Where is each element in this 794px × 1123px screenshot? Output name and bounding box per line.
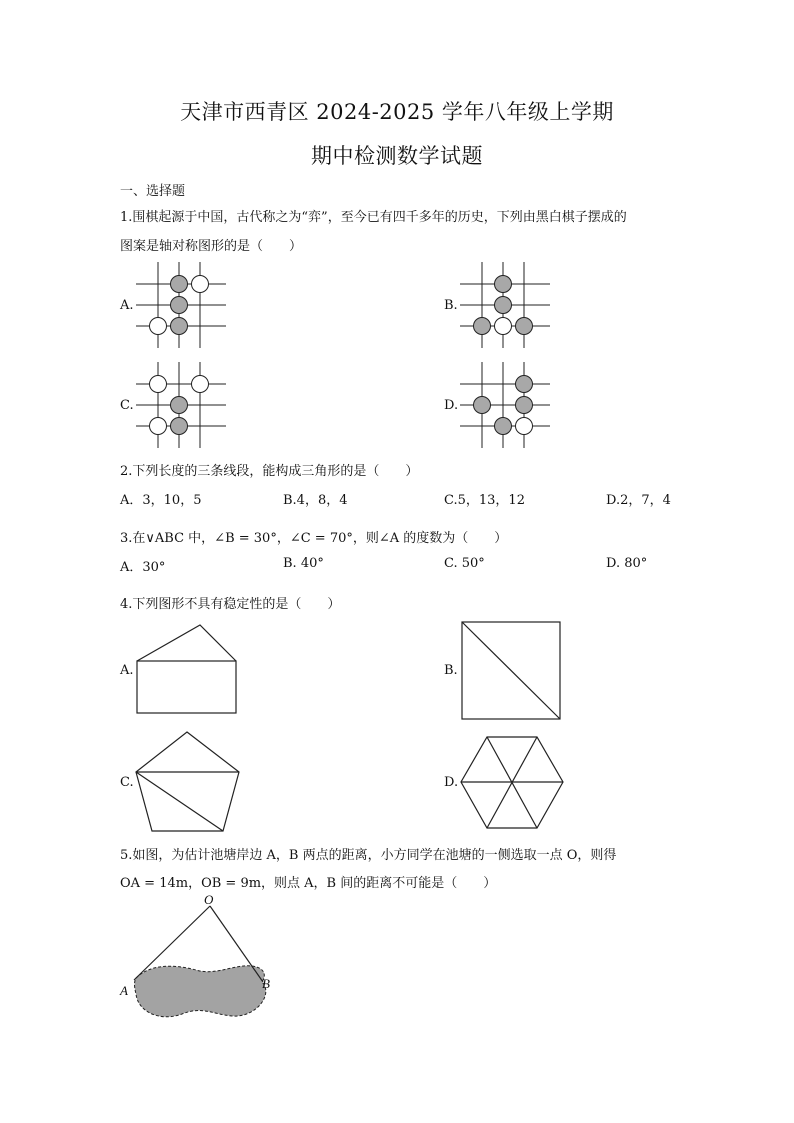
pond-shape — [135, 966, 266, 1017]
q3-option-c: C. 50° — [444, 556, 485, 571]
q1-option-c-label: C. — [120, 398, 134, 413]
shape-square-diagonal — [459, 619, 563, 723]
q1-option-b-label: B. — [444, 298, 458, 313]
go-pattern-b — [460, 262, 550, 348]
q3-option-d: D. 80° — [606, 556, 648, 571]
q4-option-a-label: A. — [120, 663, 134, 678]
question-2-stem: 2.下列长度的三条线段，能构成三角形的是（ ） — [120, 464, 419, 479]
shape-house — [134, 622, 240, 716]
question-5-line-1: 5.如图，为估计池塘岸边 A，B 两点的距离，小方同学在池塘的一侧选取一点 O，则得 — [120, 848, 617, 863]
q3-option-a: A．30° — [120, 560, 166, 575]
q2-option-a: A．3，10，5 — [120, 493, 202, 508]
q2-option-c: C.5，13，12 — [444, 493, 525, 508]
shape-pentagon-triangulated — [133, 729, 243, 835]
q2-option-d: D.2，7，4 — [606, 493, 671, 508]
label-o: O — [204, 894, 214, 907]
q1-option-d-label: D. — [444, 398, 459, 413]
pond-diagram — [116, 894, 286, 1026]
question-1-line-1: 1.围棋起源于中国，古代称之为“弈”，至今已有四千多年的历史，下列由黑白棋子摆成的 — [120, 210, 627, 225]
title-line-2: 期中检测数学试题 — [311, 144, 483, 168]
question-1-line-2: 图案是轴对称图形的是（ ） — [120, 239, 303, 254]
go-pattern-c — [136, 362, 226, 448]
shape-hexagon-triangulated — [457, 734, 567, 832]
go-pattern-d — [460, 362, 550, 448]
q4-option-b-label: B. — [444, 663, 458, 678]
q1-option-a-label: A. — [120, 298, 134, 313]
question-5-line-2: OA = 14m，OB = 9m，则点 A，B 间的距离不可能是（ ） — [120, 876, 497, 891]
q3-option-b: B. 40° — [283, 556, 324, 571]
title-line-1: 天津市西青区 2024-2025 学年八年级上学期 — [180, 100, 614, 124]
question-3-stem: 3.在∨ABC 中，∠B = 30°，∠C = 70°，则∠A 的度数为（ ） — [120, 531, 508, 546]
q2-option-b: B.4，8，4 — [283, 493, 348, 508]
label-b: B — [262, 976, 270, 991]
q4-option-c-label: C. — [120, 775, 134, 790]
label-a: A — [120, 983, 128, 998]
q4-option-d-label: D. — [444, 775, 459, 790]
go-pattern-a — [136, 262, 226, 348]
section-header: 一、选择题 — [120, 184, 186, 199]
question-4-stem: 4.下列图形不具有稳定性的是（ ） — [120, 597, 341, 612]
